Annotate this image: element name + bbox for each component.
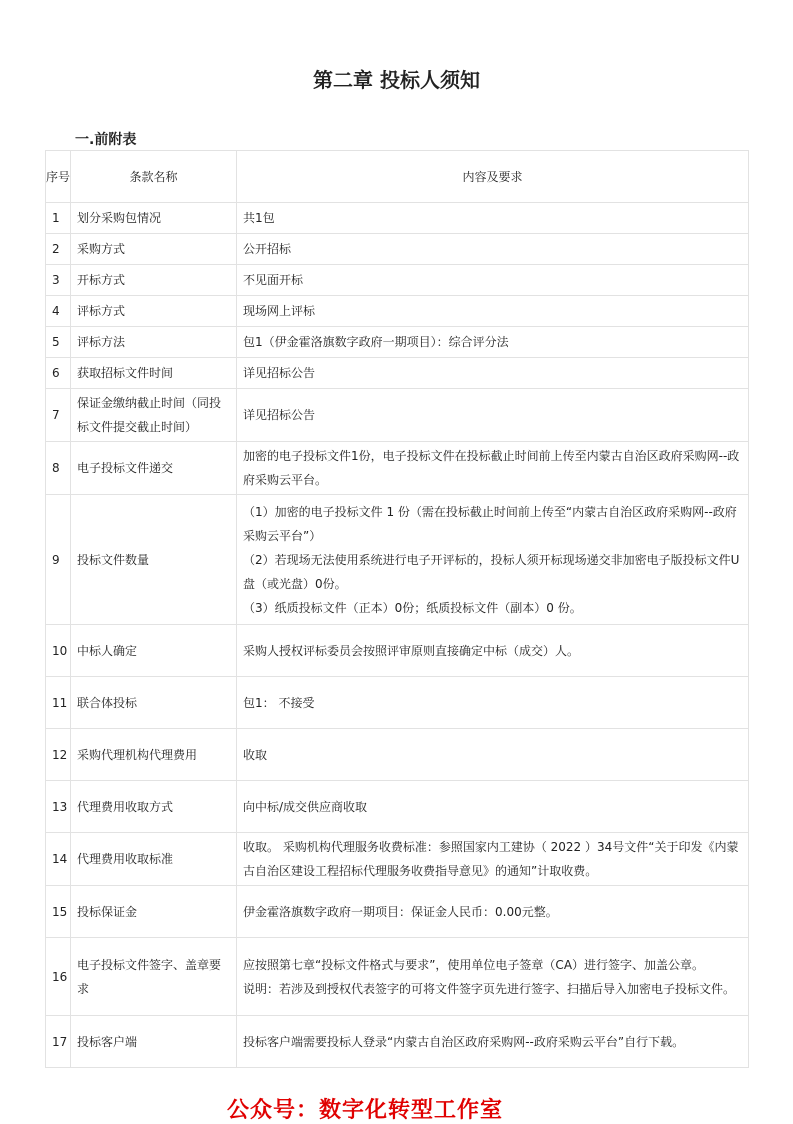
content-paragraph: 包1（伊金霍洛旗数字政府一期项目）：综合评分法	[243, 335, 509, 349]
content-paragraph: （2）若现场无法使用系统进行电子开评标的，投标人须开标现场递交非加密电子版投标文件U盘（或光盘）0份。	[243, 552, 740, 591]
content-paragraph: 详见招标公告	[243, 408, 316, 422]
content-paragraph: 共1包	[243, 211, 275, 225]
watermark-text: 公众号：数字化转型工作室	[226, 1098, 503, 1123]
clause-name: 中标人确定	[71, 625, 237, 677]
row-number: 16	[46, 938, 71, 1016]
table-row	[46, 495, 749, 625]
clause-content	[237, 938, 749, 1016]
row-number: 1	[46, 203, 71, 234]
clause-name: 获取招标文件时间	[71, 358, 237, 389]
table-row	[46, 938, 749, 1016]
table-row	[46, 389, 749, 442]
row-number: 10	[46, 625, 71, 677]
table-body	[46, 203, 749, 1068]
clause-name: 代理费用收取方式	[71, 781, 237, 833]
content-paragraph: 现场网上评标	[243, 304, 316, 318]
clause-content	[237, 327, 749, 358]
clause-name: 电子投标文件签字、盖章要求	[71, 938, 237, 1016]
clause-content	[237, 495, 749, 625]
clause-name: 采购方式	[71, 234, 237, 265]
clause-content	[237, 1016, 749, 1068]
row-number: 7	[46, 389, 71, 442]
table-header-row	[46, 151, 749, 203]
content-paragraph: 公开招标	[243, 242, 292, 256]
clause-content	[237, 677, 749, 729]
clause-name: 评标方法	[71, 327, 237, 358]
table-row	[46, 327, 749, 358]
table-row	[46, 886, 749, 938]
clause-name: 投标客户端	[71, 1016, 237, 1068]
clause-name: 评标方式	[71, 296, 237, 327]
row-number: 14	[46, 833, 71, 886]
table-row	[46, 358, 749, 389]
content-paragraph: 详见招标公告	[243, 366, 316, 380]
clause-content	[237, 625, 749, 677]
content-paragraph: 应按照第七章“投标文件格式与要求”，使用单位电子签章（CA）进行签字、加盖公章。	[243, 957, 705, 972]
clause-name: 采购代理机构代理费用	[71, 729, 237, 781]
clause-content	[237, 729, 749, 781]
table-row	[46, 265, 749, 296]
row-number: 4	[46, 296, 71, 327]
row-number: 8	[46, 442, 71, 495]
table-row	[46, 1016, 749, 1068]
table-row	[46, 781, 749, 833]
clause-name: 投标文件数量	[71, 495, 237, 625]
content-paragraph: 伊金霍洛旗数字政府一期项目：保证金人民币：0.00元整。	[243, 904, 558, 919]
clause-name: 电子投标文件递交	[71, 442, 237, 495]
clause-content	[237, 296, 749, 327]
clause-content	[237, 389, 749, 442]
row-number: 3	[46, 265, 71, 296]
content-paragraph: 包1： 不接受	[243, 695, 315, 710]
table-row	[46, 442, 749, 495]
row-number: 9	[46, 495, 71, 625]
content-paragraph: 不见面开标	[243, 273, 304, 287]
table-row	[46, 677, 749, 729]
content-paragraph: 向中标/成交供应商收取	[243, 799, 368, 814]
content-paragraph: （1）加密的电子投标文件 1 份（需在投标截止时间前上传至“内蒙古自治区政府采购网--政府采购云平台”）	[243, 504, 737, 543]
appendix-table	[45, 150, 749, 1068]
row-number: 11	[46, 677, 71, 729]
row-number: 15	[46, 886, 71, 938]
clause-name: 代理费用收取标准	[71, 833, 237, 886]
clause-content	[237, 265, 749, 296]
clause-content	[237, 358, 749, 389]
row-number: 13	[46, 781, 71, 833]
clause-name: 开标方式	[71, 265, 237, 296]
clause-name: 保证金缴纳截止时间（同投标文件提交截止时间）	[71, 389, 237, 442]
table-row	[46, 833, 749, 886]
row-number: 6	[46, 358, 71, 389]
clause-content	[237, 234, 749, 265]
table-row	[46, 296, 749, 327]
content-paragraph: （3）纸质投标文件（正本）0份；纸质投标文件（副本）0 份。	[243, 600, 582, 615]
header-num: 序号	[46, 151, 71, 203]
header-content: 内容及要求	[237, 151, 749, 203]
clause-content	[237, 833, 749, 886]
content-paragraph: 加密的电子投标文件1份，电子投标文件在投标截止时间前上传至内蒙古自治区政府采购网--政府采购云平台。	[243, 449, 740, 487]
clause-content	[237, 203, 749, 234]
clause-name: 联合体投标	[71, 677, 237, 729]
row-number: 5	[46, 327, 71, 358]
table-row	[46, 729, 749, 781]
page-title: 第二章 投标人须知	[313, 68, 480, 92]
clause-name: 投标保证金	[71, 886, 237, 938]
content-paragraph: 收取	[243, 747, 268, 762]
clause-content	[237, 781, 749, 833]
content-paragraph: 说明：若涉及到授权代表签字的可将文件签字页先进行签字、扫描后导入加密电子投标文件。	[243, 981, 736, 996]
row-number: 2	[46, 234, 71, 265]
clause-content	[237, 442, 749, 495]
content-paragraph: 投标客户端需要投标人登录“内蒙古自治区政府采购网--政府采购云平台”自行下载。	[243, 1034, 685, 1049]
table-row	[46, 203, 749, 234]
clause-content	[237, 886, 749, 938]
clause-name: 划分采购包情况	[71, 203, 237, 234]
section-heading: 一.前附表	[75, 132, 137, 148]
header-name: 条款名称	[71, 151, 237, 203]
table-row	[46, 234, 749, 265]
table-row	[46, 625, 749, 677]
row-number: 12	[46, 729, 71, 781]
row-number: 17	[46, 1016, 71, 1068]
content-paragraph: 收取。 采购机构代理服务收费标准：参照国家内工建协（ 2022 ）34号文件“关于印发《内蒙古自治区建设工程招标代理服务收费指导意见》的通知”计取收费。	[243, 840, 739, 878]
content-paragraph: 采购人授权评标委员会按照评审原则直接确定中标（成交）人。	[243, 643, 580, 658]
